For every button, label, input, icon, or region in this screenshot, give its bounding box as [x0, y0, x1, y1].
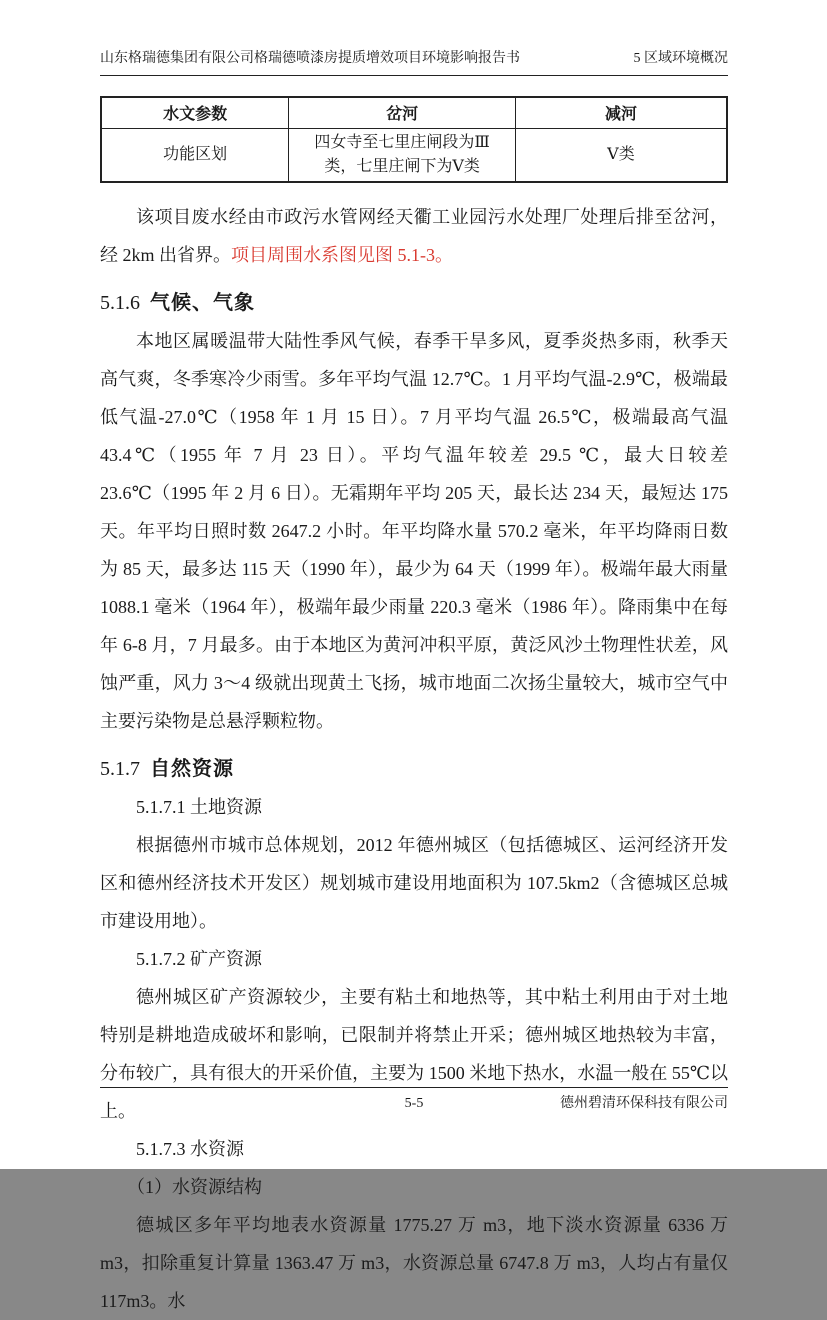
land-paragraph: 根据德州市城市总体规划，2012 年德州城区（包括德城区、运河经济开发区和德州经济技术开发区）规划城市建设用地面积为 107.5km2（含德城区总城市建设用地）。 — [100, 834, 728, 931]
table-cell-function-zone: 功能区划 — [101, 128, 289, 182]
figure-reference: 项目周围水系图见图 5.1-3。 — [231, 244, 454, 265]
section-number: 5.1.6 — [100, 291, 140, 314]
page-number: 5-5 — [404, 1096, 424, 1111]
section-number: 5.1.7 — [100, 757, 140, 780]
page-footer — [100, 1087, 728, 1117]
table-header-row — [101, 97, 727, 128]
table-cell-jian-river-class: Ⅴ类 — [515, 128, 727, 182]
table-cell-cha-river-class: 四女寺至七里庄闸段为Ⅲ类，七里庄闸下为Ⅴ类 — [289, 128, 516, 182]
header-chapter-title: 5 区域环境概况 — [633, 51, 728, 66]
table-row — [101, 128, 727, 182]
climate-paragraph: 本地区属暖温带大陆性季风气候，春季干旱多风，夏季炎热多雨，秋季天高气爽，冬季寒冷少雨雪。多年平均气温 12.7℃。1 月平均气温-2.9℃，极端最低气温-27.0℃（1958 年 1 月 15 日）。7 月平均气温 26.5℃，极端最高气温 43.4℃（1955 年 7 月 23 日）。平均气温年较差 29.5 ℃，最大日较差 23.6℃（1995 年 2 月 6 日）。无霜期年平均 205 天，最长达 234 天，最短达 175 天。年平均日照时数 2647.2 小时。年平均降水量 570.2 毫米，年平均降雨日数为 85 天，最多达 115 天（1990 年），最少为 64 天（1999 年）。极端年最大雨量 1088.1 毫米（1964 年），极端年最少雨量 220.3 毫米（1986 年）。降雨集中在每年 6-8 月，7 月最多。由于本地区为黄河冲积平原，黄泛风沙土物理性状差，风蚀严重，风力 3～4 级就出现黄土飞扬，城市地面二次扬尘量较大，城市空气中主要污染物是总悬浮颗粒物。 — [100, 330, 728, 731]
subsection-heading-land: 5.1.7.1 土地资源 — [136, 796, 262, 817]
intro-text: 该项目废水经由市政污水管网经天衢工业园污水处理厂处理后排至岔河，经 2km 出省界。 — [100, 206, 728, 265]
mineral-paragraph: 德州城区矿产资源较少，主要有粘土和地热等，其中粘土利用由于对土地特别是耕地造成破坏和影响，已限制并将禁止开采；德州城区地热较为丰富，分布较广，具有很大的开采价值，主要为 1500 米地下热水，水温一般在 55℃以上。 — [100, 986, 728, 1121]
water-paragraph: 德城区多年平均地表水资源量 1775.27 万 m3，地下淡水资源量 6336 万 m3，扣除重复计算量 1363.47 万 m3，水资源总量 6747.8 万 m3，人均占有量仅 117m3。水 — [100, 1214, 728, 1311]
section-heading-natural-resources — [100, 754, 728, 784]
subsection-heading-water: 5.1.7.3 水资源 — [136, 1138, 244, 1159]
section-title: 自然资源 — [150, 757, 234, 780]
subsection-heading-mineral: 5.1.7.2 矿产资源 — [136, 948, 262, 969]
intro-paragraph — [100, 198, 728, 274]
table-header-cha-river: 岔河 — [289, 97, 516, 128]
table-header-parameter: 水文参数 — [101, 97, 289, 128]
section-heading-climate — [100, 288, 728, 318]
item-heading-water-structure: （1）水资源结构 — [127, 1176, 262, 1197]
section-title: 气候、气象 — [150, 291, 255, 314]
header-report-title: 山东格瑞德集团有限公司格瑞德喷漆房提质增效项目环境影响报告书 — [100, 51, 520, 66]
hydrology-table — [100, 96, 728, 183]
table-header-jian-river: 减河 — [515, 97, 727, 128]
footer-company-name: 德州碧清环保科技有限公司 — [560, 1096, 728, 1111]
page-header — [100, 50, 728, 76]
